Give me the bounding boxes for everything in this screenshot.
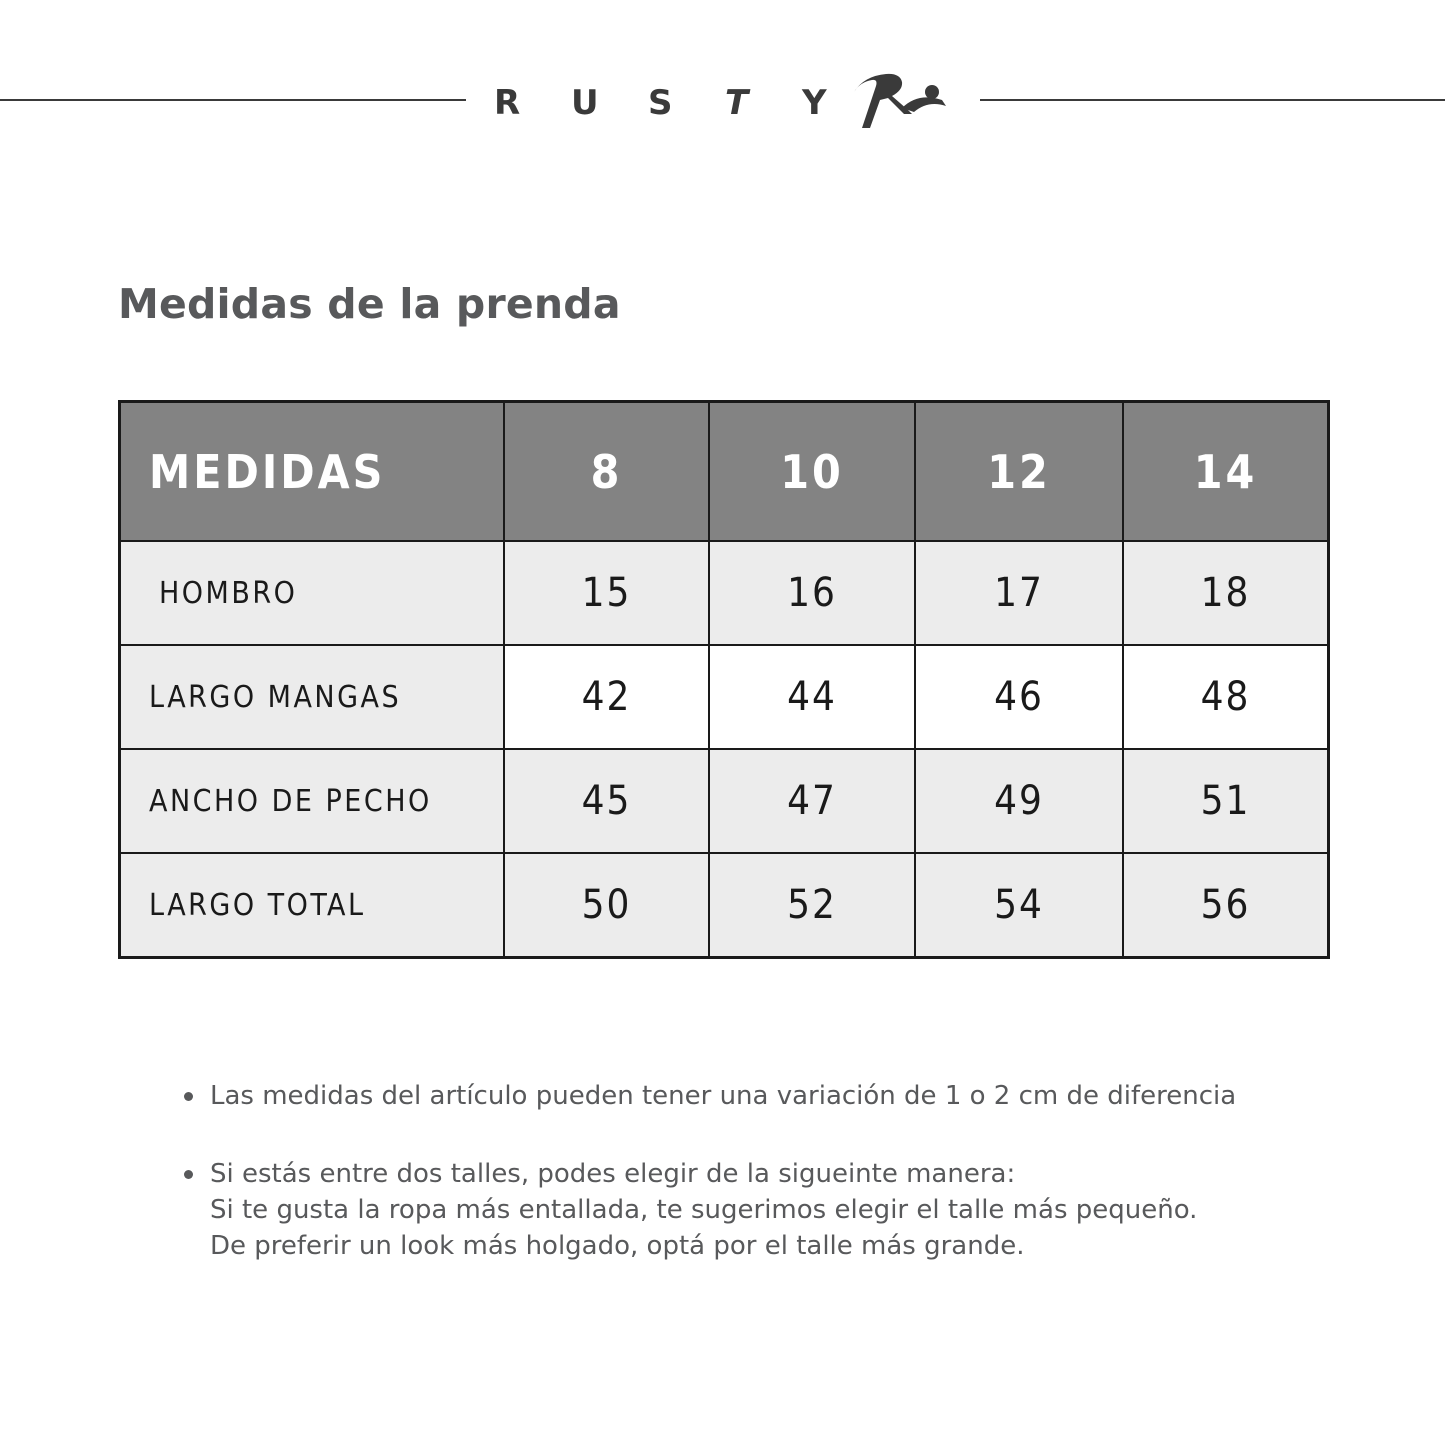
- table-row-hombro: [120, 541, 1329, 645]
- note-text: De preferir un look más holgado, optá por el talle más grande.: [210, 1231, 1025, 1261]
- table-cell: 18: [1123, 541, 1329, 645]
- table-row-largo-total: [120, 853, 1329, 958]
- header-cell-medidas: MEDIDAS: [120, 402, 505, 542]
- table-cell: 15: [504, 541, 709, 645]
- bullet-icon: [184, 1092, 193, 1101]
- note-item: [180, 1156, 1360, 1264]
- table-cell: 51: [1123, 749, 1329, 853]
- notes-list: [180, 1078, 1360, 1306]
- bullet-icon: [184, 1170, 193, 1179]
- table-cell: 48: [1123, 645, 1329, 749]
- row-label: HOMBRO: [120, 541, 505, 645]
- header-rule-left: [0, 99, 466, 101]
- header-cell-size: 8: [504, 402, 709, 542]
- table-cell: 56: [1123, 853, 1329, 958]
- table-cell: 50: [504, 853, 709, 958]
- brand-letter-y: Y: [802, 83, 827, 123]
- row-label: LARGO TOTAL: [120, 853, 505, 958]
- rusty-r-wave-logo-icon: [846, 70, 950, 132]
- table-cell: 45: [504, 749, 709, 853]
- table-row-largo-mangas: [120, 645, 1329, 749]
- note-text: Las medidas del artículo pueden tener una variación de 1 o 2 cm de diferencia: [210, 1081, 1237, 1111]
- table-cell: 44: [709, 645, 915, 749]
- table-cell: 46: [915, 645, 1123, 749]
- table-cell: 49: [915, 749, 1123, 853]
- table-cell: 16: [709, 541, 915, 645]
- table-cell: 17: [915, 541, 1123, 645]
- table-header-row: [120, 402, 1329, 542]
- row-label: ANCHO DE PECHO: [120, 749, 505, 853]
- table-cell: 47: [709, 749, 915, 853]
- header-rule-right: [980, 99, 1445, 101]
- table-cell: 42: [504, 645, 709, 749]
- brand-letter-u: U: [571, 83, 599, 123]
- header-cell-size: 10: [709, 402, 915, 542]
- note-text: Si te gusta la ropa más entallada, te sugerimos elegir el talle más pequeño.: [210, 1195, 1198, 1225]
- size-chart-table: [118, 400, 1330, 959]
- note-item: [180, 1078, 1360, 1114]
- header-cell-size: 12: [915, 402, 1123, 542]
- brand-logo: [494, 78, 879, 128]
- brand-letter-t: T: [725, 83, 749, 123]
- row-label: LARGO MANGAS: [120, 645, 505, 749]
- brand-letter-r: R: [494, 83, 521, 123]
- note-text: Si estás entre dos talles, podes elegir de la sigueinte manera:: [210, 1159, 1016, 1189]
- header-cell-size: 14: [1123, 402, 1329, 542]
- table-cell: 54: [915, 853, 1123, 958]
- table-cell: 52: [709, 853, 915, 958]
- brand-letter-s: S: [648, 83, 673, 123]
- page-title: Medidas de la prenda: [118, 280, 621, 328]
- table-row-ancho-de-pecho: [120, 749, 1329, 853]
